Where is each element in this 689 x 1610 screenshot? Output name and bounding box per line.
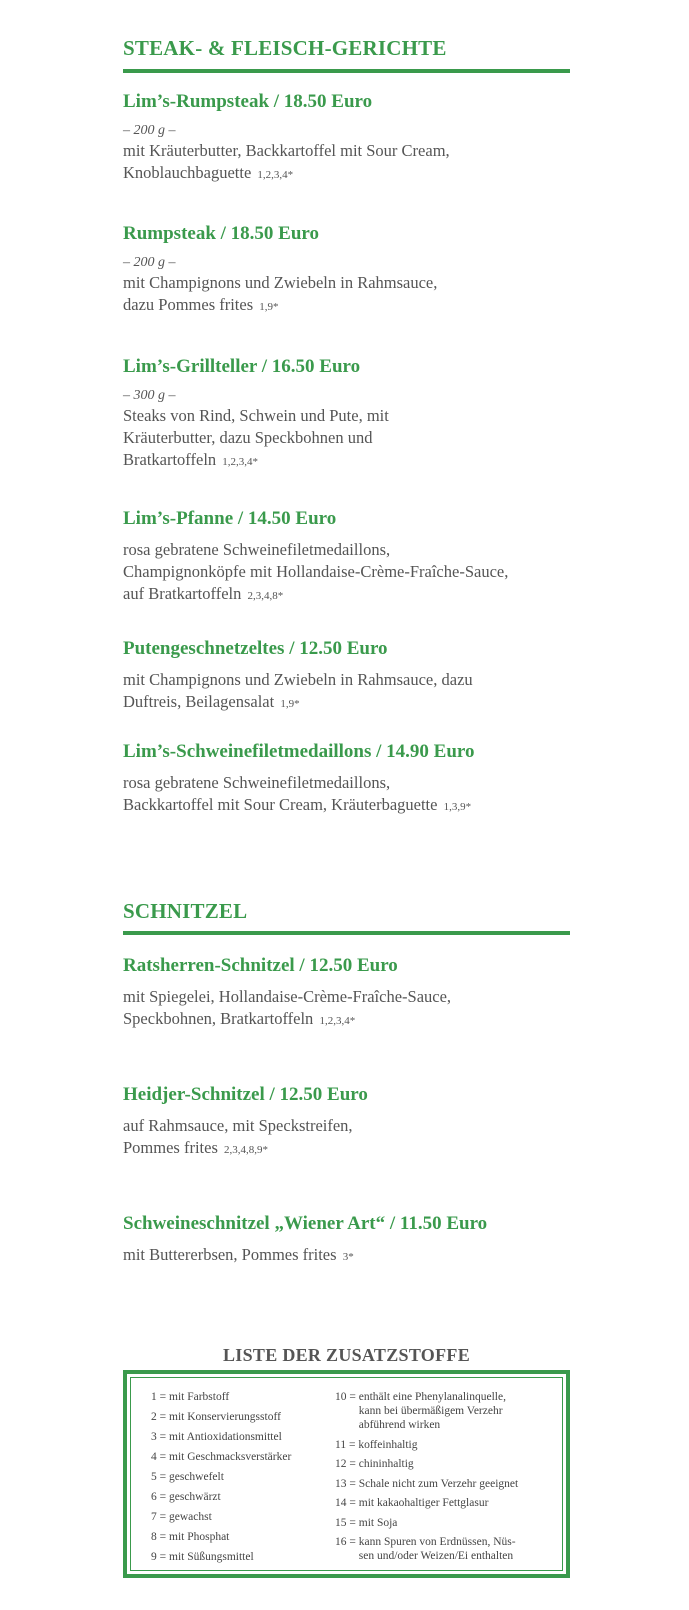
legend-number: 4 = <box>151 1451 167 1463</box>
item-desc-text: mit Kräuterbutter, Backkartoffel mit Sour Cream, Knoblauchbaguette <box>123 141 450 182</box>
item-title: Lim’s-Grillteller / 16.50 Euro <box>123 356 361 377</box>
legend-entry <box>335 1438 560 1452</box>
item-title: Lim’s-Pfanne / 14.50 Euro <box>123 508 337 529</box>
item-desc-text: rosa gebratene Schweinefiletmedaillons, Backkartoffel mit Sour Cream, Kräuterbaguette <box>123 773 438 814</box>
menu-item <box>123 91 583 186</box>
item-additive-notes: 1,2,3,4* <box>222 456 259 468</box>
legend-entry <box>151 1450 326 1464</box>
item-description <box>123 1115 583 1161</box>
legend-text: mit Geschmacksverstärker <box>169 1451 292 1463</box>
legend-text: geschwärzt <box>169 1491 221 1503</box>
section-rule <box>123 69 570 73</box>
item-weight: – 200 g – <box>123 123 176 138</box>
item-desc-text: Steaks von Rind, Schwein und Pute, mit Kräuterbutter, dazu Speckbohnen und Bratkartoffeln <box>123 406 389 469</box>
legend-number: 1 = <box>151 1391 167 1403</box>
item-description <box>123 539 583 607</box>
legend-number: 14 = <box>335 1497 356 1509</box>
menu-item <box>123 1084 583 1161</box>
item-title: Putengeschnetzeltes / 12.50 Euro <box>123 638 388 659</box>
legend-text: mit Phosphat <box>169 1531 230 1543</box>
item-additive-notes: 1,9* <box>280 698 300 710</box>
item-title: Heidjer-Schnitzel / 12.50 Euro <box>123 1084 368 1105</box>
item-additive-notes: 1,9* <box>259 301 279 313</box>
item-additive-notes: 1,2,3,4* <box>319 1015 356 1027</box>
item-desc-text: mit Champignons und Zwiebeln in Rahmsauce, dazu Pommes frites <box>123 273 438 314</box>
legend-entry <box>335 1477 560 1491</box>
legend-entry <box>151 1430 326 1444</box>
item-desc-text: mit Buttererbsen, Pommes frites <box>123 1245 337 1264</box>
item-title: Lim’s-Rumpsteak / 18.50 Euro <box>123 91 373 112</box>
legend-number: 11 = <box>335 1438 356 1451</box>
legend-text: chininhaltig <box>358 1458 414 1470</box>
legend-text: mit kakaohaltiger Fettglasur <box>358 1497 489 1509</box>
legend-text: geschwefelt <box>169 1471 224 1483</box>
menu-item <box>123 638 583 715</box>
item-additive-notes: 3* <box>342 1251 354 1263</box>
legend-number: 2 = <box>151 1411 167 1423</box>
item-additive-notes: 1,3,9* <box>443 801 472 813</box>
legend-text: mit Antioxidationsmittel <box>169 1431 282 1443</box>
menu-item <box>123 223 583 318</box>
menu-item <box>123 508 583 607</box>
legend-text: koffeinhaltig <box>358 1438 418 1451</box>
legend-number: 5 = <box>151 1471 167 1483</box>
legend-number: 6 = <box>151 1491 167 1503</box>
item-weight: – 200 g – <box>123 255 176 270</box>
legend-number: 12 = <box>335 1458 356 1470</box>
legend-entry <box>335 1457 560 1471</box>
item-desc-text: mit Spiegelei, Hollandaise-Crème-Fraîche-Sauce, Speckbohnen, Bratkartoffeln <box>123 987 452 1028</box>
legend-number: 3 = <box>151 1431 167 1443</box>
item-desc-text: rosa gebratene Schweinefiletmedaillons, Champignonköpfe mit Hollandaise-Crème-Fraîche-Sauce, auf Bratkartoffeln <box>123 540 509 603</box>
section-title-schnitzel: SCHNITZEL <box>123 899 248 923</box>
legend-text: mit Farbstoff <box>169 1391 230 1403</box>
legend-entry <box>335 1496 560 1510</box>
item-desc-text: auf Rahmsauce, mit Speckstreifen, Pommes frites <box>123 1116 353 1157</box>
legend-text: mit Konservierungsstoff <box>169 1411 281 1423</box>
legend-number: 8 = <box>151 1531 167 1543</box>
legend-text: mit Soja <box>358 1516 398 1529</box>
item-additive-notes: 1,2,3,4* <box>257 169 294 181</box>
item-desc-text: mit Champignons und Zwiebeln in Rahmsauce, dazu Duftreis, Beilagensalat <box>123 670 473 711</box>
legend-entry <box>151 1390 326 1404</box>
item-description <box>123 140 583 186</box>
item-weight: – 300 g – <box>123 388 176 403</box>
item-description <box>123 272 583 318</box>
section-title-steak: STEAK- & FLEISCH-GERICHTE <box>123 36 447 60</box>
legend-column-left <box>151 1390 326 1570</box>
menu-item <box>123 741 583 818</box>
item-title: Rumpsteak / 18.50 Euro <box>123 223 320 244</box>
legend-number: 9 = <box>151 1551 167 1563</box>
legend-number: 15 = <box>335 1516 356 1529</box>
item-description <box>123 772 583 818</box>
section-rule <box>123 931 570 935</box>
item-description <box>123 986 583 1032</box>
legend-text: mit Süßungsmittel <box>169 1551 254 1563</box>
item-additive-notes: 2,3,4,8,9* <box>224 1144 268 1156</box>
item-additive-notes: 2,3,4,8* <box>247 590 284 602</box>
legend-text: gewachst <box>169 1511 212 1523</box>
legend-number: 16 = <box>335 1536 356 1548</box>
legend-number: 7 = <box>151 1511 167 1523</box>
legend-column-right <box>335 1390 560 1569</box>
legend-text: kann Spuren von Erdnüssen, Nüs- sen und/oder Weizen/Ei enthalten <box>358 1536 516 1562</box>
item-description <box>123 669 583 715</box>
legend-entry <box>335 1535 560 1563</box>
item-description <box>123 1244 583 1268</box>
additives-legend-box <box>123 1370 570 1578</box>
legend-number: 13 = <box>335 1477 356 1490</box>
legend-title: LISTE DER ZUSATZSTOFFE <box>222 1345 471 1365</box>
menu-item <box>123 356 583 473</box>
legend-entry <box>335 1516 560 1530</box>
legend-text: Schale nicht zum Verzehr geeignet <box>358 1477 519 1490</box>
item-title: Ratsherren-Schnitzel / 12.50 Euro <box>123 955 398 976</box>
legend-inner-border <box>130 1377 563 1571</box>
item-title: Lim’s-Schweinefiletmedaillons / 14.90 Euro <box>123 741 475 762</box>
legend-entry <box>151 1550 326 1564</box>
legend-entry <box>151 1490 326 1504</box>
menu-item <box>123 955 583 1032</box>
menu-item <box>123 1213 583 1268</box>
legend-entry <box>151 1410 326 1424</box>
legend-entry <box>335 1390 560 1432</box>
legend-number: 10 = <box>335 1391 356 1403</box>
legend-entry <box>151 1470 326 1484</box>
legend-entry <box>151 1530 326 1544</box>
item-description <box>123 405 583 473</box>
item-title: Schweineschnitzel „Wiener Art“ / 11.50 Euro <box>123 1213 488 1234</box>
legend-text: enthält eine Phenylanalinquelle, kann bei übermäßigem Verzehr abführend wirken <box>358 1391 506 1431</box>
legend-entry <box>151 1510 326 1524</box>
